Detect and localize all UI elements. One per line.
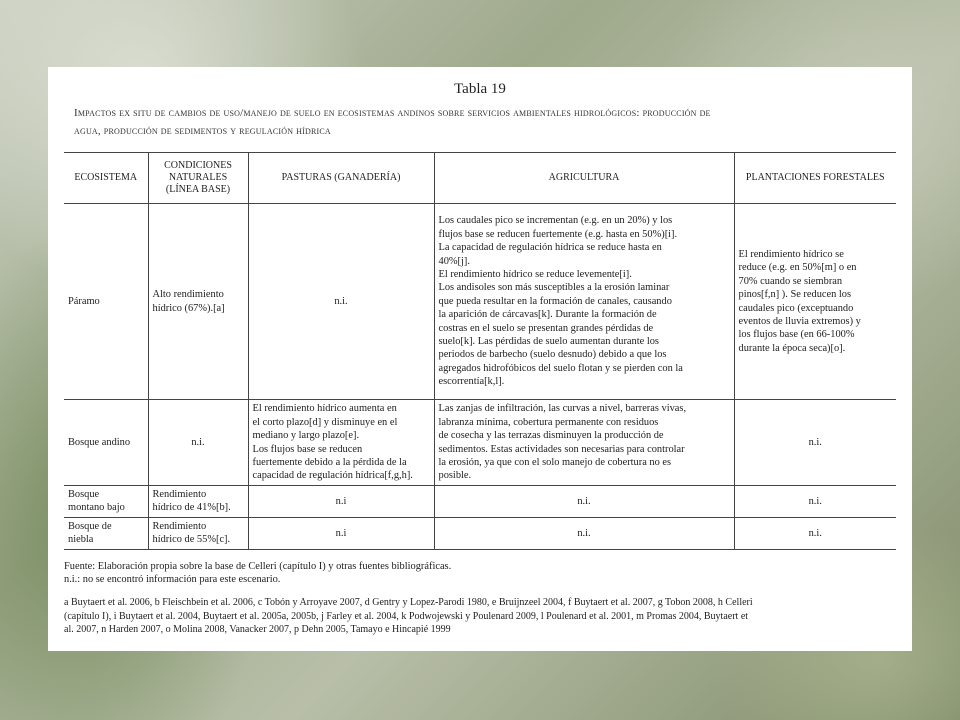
- header-ecosistema: ECOSISTEMA: [64, 153, 148, 204]
- cell-line: pinos[f,n] ). Se reducen los: [738, 289, 852, 301]
- cell-line: la erosión, ya que con el solo manejo de cobertura no es: [438, 456, 672, 468]
- ni-note: n.i.: no se encontró información para este escenario.: [64, 574, 281, 586]
- cell-line: labranza mínima, cobertura permanente con residuos: [438, 416, 659, 428]
- cell-agricultura: [434, 204, 734, 400]
- reference-line: (capítulo I), i Buytaert et al. 2004, Buytaert et al. 2005a, 2005b, j Farley et al. 2004, k Podwojewski y Poulenard 2009, l Poulenard et al. 2001, m Promas 2004, Buytaert et: [64, 610, 749, 622]
- cell-line: Bosque de: [68, 520, 112, 532]
- table-subtitle-line: agua, producción de sedimentos y regulación hídrica: [74, 125, 331, 137]
- cell-line: Las zanjas de infiltración, las curvas a nivel, barreras vivas,: [438, 403, 687, 415]
- cell-line: capacidad de regulación hídrica[f,g,h].: [252, 470, 413, 482]
- reference-line: a Buytaert et al. 2006, b Fleischbein et al. 2006, c Tobón y Arroyave 2007, d Gentry y Lopez-Parodi 1980, e Bruijnzeel 2004, f Buytaert et al. 2007, g Tobon 2008, h Celleri: [64, 597, 753, 609]
- reference-line: al. 2007, n Harden 2007, o Molina 2008, Vanacker 2007, p Dehn 2005, Tamayo e Hincapié 1999: [64, 624, 451, 636]
- cell-agricultura: n.i.: [434, 486, 734, 518]
- cell-line: El rendimiento hídrico se: [738, 248, 844, 260]
- cell-agricultura: n.i.: [434, 517, 734, 549]
- cell-line: 70% cuando se siembran: [738, 275, 843, 287]
- cell-ecosistema: Bosque andino: [64, 400, 148, 486]
- table-row: [64, 204, 896, 400]
- header-condiciones: CONDICIONES NATURALES (LÍNEA BASE): [148, 153, 248, 204]
- table-row: [64, 486, 896, 518]
- cell-ecosistema: [64, 517, 148, 549]
- table-row: [64, 517, 896, 549]
- references: [64, 596, 896, 636]
- cell-line: de cosecha y las terrazas disminuyen la producción de: [438, 430, 664, 442]
- cell-pasturas: [248, 400, 434, 486]
- cell-line: durante la época seca)[o].: [738, 342, 846, 354]
- cell-line: Rendimiento: [152, 489, 207, 500]
- cell-line: 40%[j].: [438, 255, 470, 267]
- cell-line: Rendimiento: [152, 520, 207, 532]
- cell-line: Los caudales pico se incrementan (e.g. en un 20%) y los: [438, 215, 673, 227]
- cell-line: suelo[k]. Las pérdidas de suelo aumentan durante los: [438, 336, 659, 348]
- cell-line: periodos de barbecho (suelo desnudo) debido a que los: [438, 349, 667, 361]
- cell-line: La capacidad de regulación hídrica se reduce hasta en: [438, 242, 662, 254]
- table-row: [64, 400, 896, 486]
- cell-line: El rendimiento hídrico aumenta en: [252, 403, 397, 415]
- cell-ecosistema: [64, 486, 148, 518]
- cell-pasturas: n.i: [248, 486, 434, 518]
- cell-plantaciones: n.i.: [734, 486, 896, 518]
- cell-plantaciones: n.i.: [734, 517, 896, 549]
- cell-line: posible.: [438, 470, 472, 482]
- cell-line: fuertemente debido a la pérdida de la: [252, 456, 407, 468]
- cell-plantaciones: [734, 204, 896, 400]
- header-plantaciones: PLANTACIONES FORESTALES: [734, 153, 896, 204]
- header-agricultura: AGRICULTURA: [434, 153, 734, 204]
- cell-line: montano bajo: [68, 502, 125, 514]
- cell-line: sedimentos. Estas actividades son necesarias para controlar: [438, 443, 685, 455]
- cell-line: eventos de lluvia extremos) y: [738, 315, 861, 327]
- cell-line: niebla: [68, 534, 94, 546]
- cell-line: Bosque: [68, 489, 100, 500]
- cell-line: flujos base se reducen fuertemente (e.g. hasta en 50%)[i].: [438, 228, 678, 240]
- cell-line: escorrentía[k,l].: [438, 376, 505, 388]
- table-header-row: [64, 153, 896, 204]
- cell-plantaciones: n.i.: [734, 400, 896, 486]
- cell-condiciones: [148, 517, 248, 549]
- table-subtitle-line: Impactos ex situ de cambios de uso/manejo de suelo en ecosistemas andinos sobre servicios ambientales hidrológicos: producción de: [74, 107, 711, 119]
- cell-line: reduce (e.g. en 50%[m] o en: [738, 262, 857, 274]
- cell-pasturas: n.i.: [248, 204, 434, 400]
- cell-line: mediano y largo plazo[e].: [252, 430, 360, 442]
- cell-line: el corto plazo[d] y disminuye en el: [252, 416, 398, 428]
- impacts-table: [64, 152, 896, 550]
- cell-line: la aparición de cárcavas[k]. Durante la formación de: [438, 309, 657, 321]
- cell-condiciones: [148, 486, 248, 518]
- cell-ecosistema: Páramo: [64, 204, 148, 400]
- cell-line: que pueda resultar en la formación de canales, causando: [438, 295, 672, 307]
- cell-line: hídrico de 55%[c].: [152, 534, 231, 546]
- table-notes: [64, 560, 896, 637]
- table-title: Tabla 19: [454, 81, 506, 97]
- cell-line: hídrico de 41%[b].: [152, 502, 231, 514]
- cell-line: caudales pico (exceptuando: [738, 302, 854, 314]
- cell-line: Los andisoles son más susceptibles a la erosión laminar: [438, 282, 670, 294]
- cell-pasturas: n.i: [248, 517, 434, 549]
- cell-line: agregados hidrofóbicos del suelo flotan y se pierden con la: [438, 362, 683, 374]
- cell-line: Los flujos base se reducen: [252, 443, 363, 455]
- document-page: [48, 67, 912, 651]
- source-note: Fuente: Elaboración propia sobre la base de Celleri (capítulo I) y otras fuentes bibliográficas.: [64, 560, 452, 572]
- cell-condiciones: Alto rendimiento hídrico (67%).[a]: [148, 204, 248, 400]
- cell-condiciones: n.i.: [148, 400, 248, 486]
- cell-agricultura: [434, 400, 734, 486]
- cell-line: costras en el suelo se presentan grandes pérdidas de: [438, 322, 654, 334]
- header-pasturas: PASTURAS (GANADERÍA): [248, 153, 434, 204]
- cell-line: El rendimiento hídrico se reduce levemente[i].: [438, 268, 632, 280]
- cell-line: los flujos base (en 66-100%: [738, 329, 855, 341]
- table-subtitle: [74, 104, 896, 140]
